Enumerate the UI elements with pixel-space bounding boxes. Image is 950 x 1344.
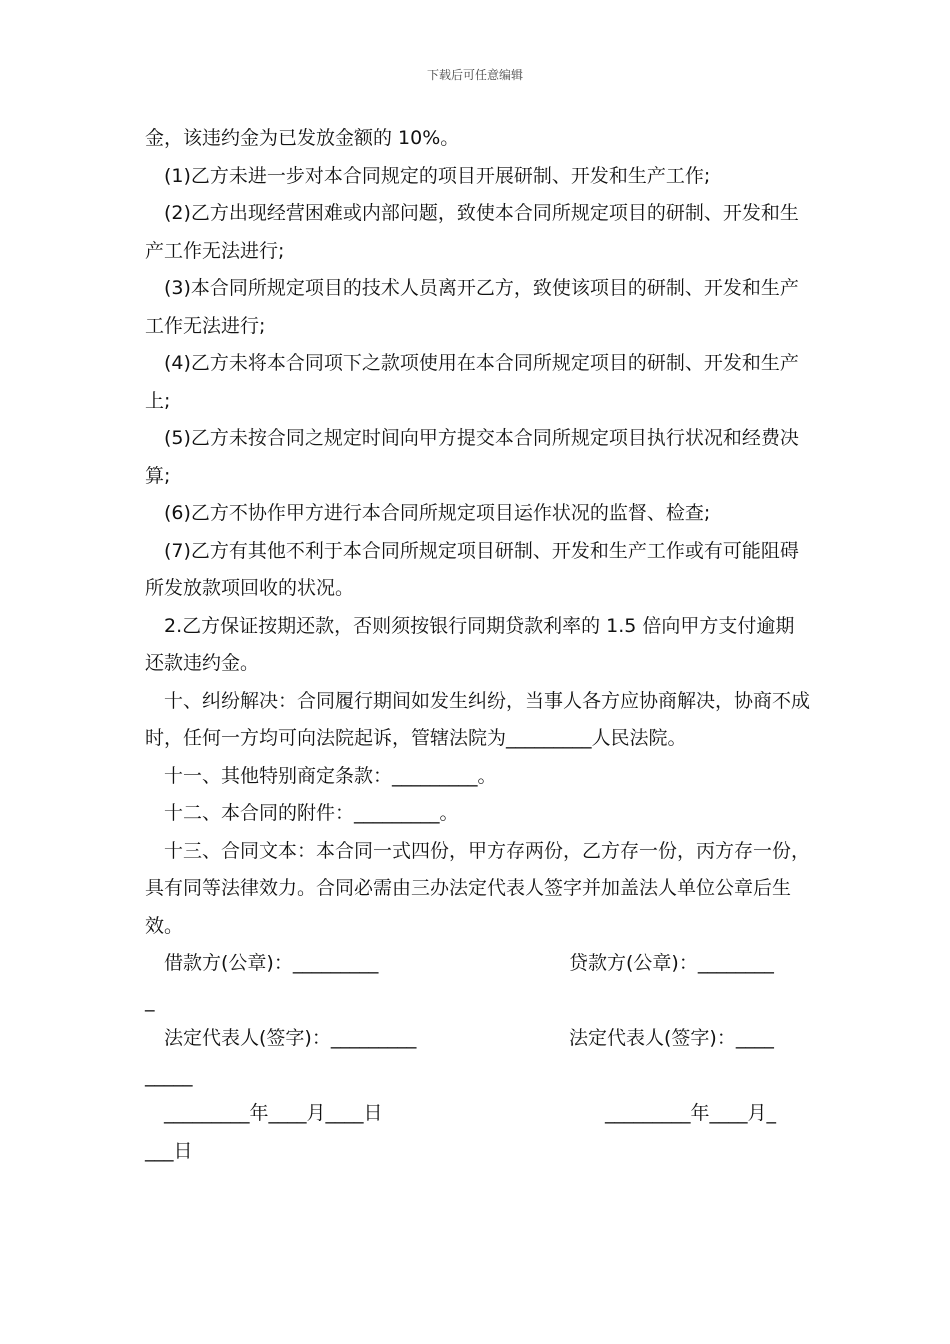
signature-row-seal [145, 945, 810, 983]
clause-item-3: (3)本合同所规定项目的技术人员离开乙方，致使该项目的研制、开发和生产工作无法进行; [145, 277, 799, 337]
lender-date-line-continuation: ___日 [145, 1139, 193, 1162]
lender-date-line: _________年____月_ [605, 1102, 777, 1124]
clause-dispute-resolution: 十、纠纷解决：合同履行期间如发生纠纷，当事人各方应协商解决，协商不成时，任何一方均可向法院起诉，管辖法院为_________人民法院。 [145, 689, 811, 749]
borrower-date-line: _________年____月____日 [164, 1102, 383, 1124]
clause-item-7: (7)乙方有其他不利于本合同所规定项目研制、开发和生产工作或有可能阻碍所发放款项回收的状况。 [145, 539, 799, 599]
lender-representative-line-continuation: _____ [145, 1064, 193, 1087]
clause-item-6: (6)乙方不协作甲方进行本合同所规定项目运作状况的监督、检查; [164, 502, 711, 524]
borrower-seal-line: 借款方(公章)：_________ [164, 952, 379, 974]
clause-item-1: (1)乙方未进一步对本合同规定的项目开展研制、开发和生产工作; [164, 164, 711, 187]
lender-seal-line-continuation: _ [145, 989, 155, 1012]
borrower-representative-line: 法定代表人(签字)：_________ [164, 1027, 417, 1049]
clause-item-4: (4)乙方未将本合同项下之款项使用在本合同所规定项目的研制、开发和生产上; [145, 352, 799, 412]
signature-row-representative [145, 1020, 810, 1058]
signature-row-date [145, 1095, 810, 1133]
clause-item-2: (2)乙方出现经营困难或内部问题，致使本合同所规定项目的研制、开发和生产工作无法进行; [145, 202, 799, 262]
clause-repayment: 2.乙方保证按期还款，否则须按银行同期贷款利率的 1.5 倍向甲方支付逾期还款违约金。 [145, 614, 795, 674]
paragraph-penalty-continuation: 金，该违约金为已发放金额的 10%。 [145, 127, 460, 149]
page-header: 下载后可任意编辑 [426, 68, 523, 82]
lender-seal-line: 贷款方(公章)：________ [569, 952, 774, 974]
contract-body [145, 120, 810, 1170]
clause-contract-copies: 十三、合同文本：本合同一式四份，甲方存两份，乙方存一份，丙方存一份，具有同等法律效力。合同必需由三办法定代表人签字并加盖法人单位公章后生效。 [145, 839, 811, 937]
clause-special-terms: 十一、其他特别商定条款：_________。 [164, 764, 497, 787]
lender-representative-line: 法定代表人(签字)：____ [569, 1027, 774, 1049]
clause-attachments: 十二、本合同的附件：_________。 [164, 802, 459, 824]
clause-item-5: (5)乙方未按合同之规定时间向甲方提交本合同所规定项目执行状况和经费决算; [145, 427, 799, 487]
